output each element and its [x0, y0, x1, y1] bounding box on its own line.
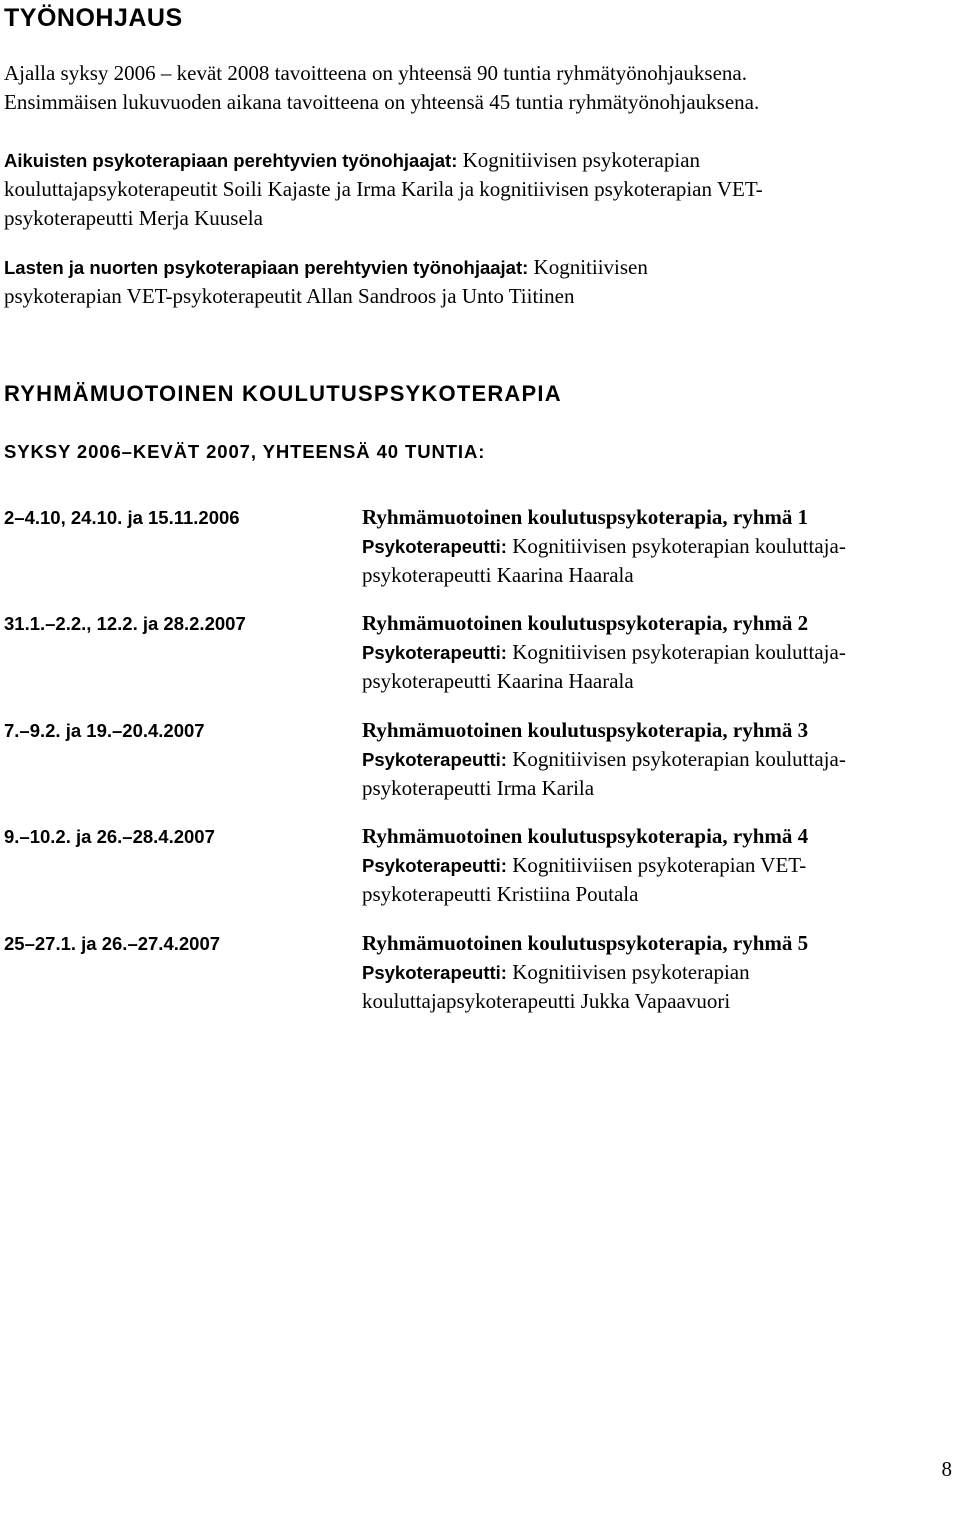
- therapist-label: Psykoterapeutti:: [362, 962, 507, 983]
- session-title: Ryhmämuotoinen koulutuspsykoterapia, ryhmä 3: [362, 718, 809, 742]
- adult-supervisors-line: kouluttajapsykoterapeutit Soili Kajaste ja Irma Karila ja kognitiivisen psykoterapian VET-: [4, 177, 763, 201]
- child-supervisors-text: Kognitiivisen: [528, 255, 648, 279]
- session-date: 7.–9.2. ja 19.–20.4.2007: [4, 720, 205, 741]
- session-therapist-name: psykoterapeutti Irma Karila: [362, 776, 595, 800]
- session-therapist-text: Kognitiiviisen psykoterapian VET-: [506, 853, 807, 877]
- section-subtitle: SYKSY 2006–KEVÄT 2007, YHTEENSÄ 40 TUNTIA:: [4, 441, 486, 462]
- adult-supervisors-paragraph: [4, 146, 954, 233]
- intro-paragraph: [4, 59, 954, 117]
- session-therapist-line: [362, 851, 960, 880]
- session-therapist-line: [362, 958, 960, 987]
- child-supervisors-paragraph: [4, 253, 954, 311]
- child-supervisors-line: [4, 253, 954, 282]
- therapist-label: Psykoterapeutti:: [362, 536, 507, 557]
- section-title: RYHMÄMUOTOINEN KOULUTUSPSYKOTERAPIA: [4, 381, 562, 406]
- session-title: Ryhmämuotoinen koulutuspsykoterapia, ryhmä 2: [362, 611, 809, 635]
- session-date: 2–4.10, 24.10. ja 15.11.2006: [4, 507, 240, 528]
- session-body: [362, 609, 960, 696]
- session-title: Ryhmämuotoinen koulutuspsykoterapia, ryhmä 1: [362, 505, 809, 529]
- session-therapist-text: Kognitiivisen psykoterapian kouluttaja-: [506, 534, 846, 558]
- session-title: Ryhmämuotoinen koulutuspsykoterapia, ryhmä 4: [362, 824, 809, 848]
- session-body: [362, 503, 960, 590]
- session-body: [362, 716, 960, 803]
- session-therapist-name: psykoterapeutti Kaarina Haarala: [362, 669, 634, 693]
- therapist-label: Psykoterapeutti:: [362, 749, 507, 770]
- session-date: 25–27.1. ja 26.–27.4.2007: [4, 933, 221, 954]
- page-number: 8: [941, 1457, 952, 1481]
- session-title: Ryhmämuotoinen koulutuspsykoterapia, ryhmä 5: [362, 931, 809, 955]
- session-therapist-text: Kognitiivisen psykoterapian kouluttaja-: [506, 747, 846, 771]
- session-therapist-name: kouluttajapsykoterapeutti Jukka Vapaavuori: [362, 989, 731, 1013]
- session-therapist-name: psykoterapeutti Kaarina Haarala: [362, 563, 634, 587]
- adult-supervisors-label: Aikuisten psykoterapiaan perehtyvien työnohjaajat:: [4, 150, 458, 171]
- therapist-label: Psykoterapeutti:: [362, 855, 507, 876]
- session-therapist-line: [362, 745, 960, 774]
- session-date: 31.1.–2.2., 12.2. ja 28.2.2007: [4, 613, 246, 634]
- intro-line: Ajalla syksy 2006 – kevät 2008 tavoitteena on yhteensä 90 tuntia ryhmätyönohjauksena.: [4, 61, 747, 85]
- adult-supervisors-line: [4, 146, 954, 175]
- intro-line: Ensimmäisen lukuvuoden aikana tavoitteena on yhteensä 45 tuntia ryhmätyönohjauksena.: [4, 90, 760, 114]
- session-therapist-line: [362, 532, 960, 561]
- session-therapist-name: psykoterapeutti Kristiina Poutala: [362, 882, 639, 906]
- adult-supervisors-text: Kognitiivisen psykoterapian: [457, 148, 701, 172]
- session-body: [362, 822, 960, 909]
- adult-supervisors-line: psykoterapeutti Merja Kuusela: [4, 206, 263, 230]
- session-body: [362, 929, 960, 1016]
- child-supervisors-label: Lasten ja nuorten psykoterapiaan perehtyvien työnohjaajat:: [4, 257, 529, 278]
- session-date: 9.–10.2. ja 26.–28.4.2007: [4, 826, 215, 847]
- session-therapist-text: Kognitiivisen psykoterapian kouluttaja-: [506, 640, 846, 664]
- page-heading: TYÖNOHJAUS: [4, 4, 183, 32]
- child-supervisors-line: psykoterapian VET-psykoterapeutit Allan Sandroos ja Unto Tiitinen: [4, 284, 575, 308]
- therapist-label: Psykoterapeutti:: [362, 642, 507, 663]
- session-therapist-line: [362, 638, 960, 667]
- session-therapist-text: Kognitiivisen psykoterapian: [506, 960, 750, 984]
